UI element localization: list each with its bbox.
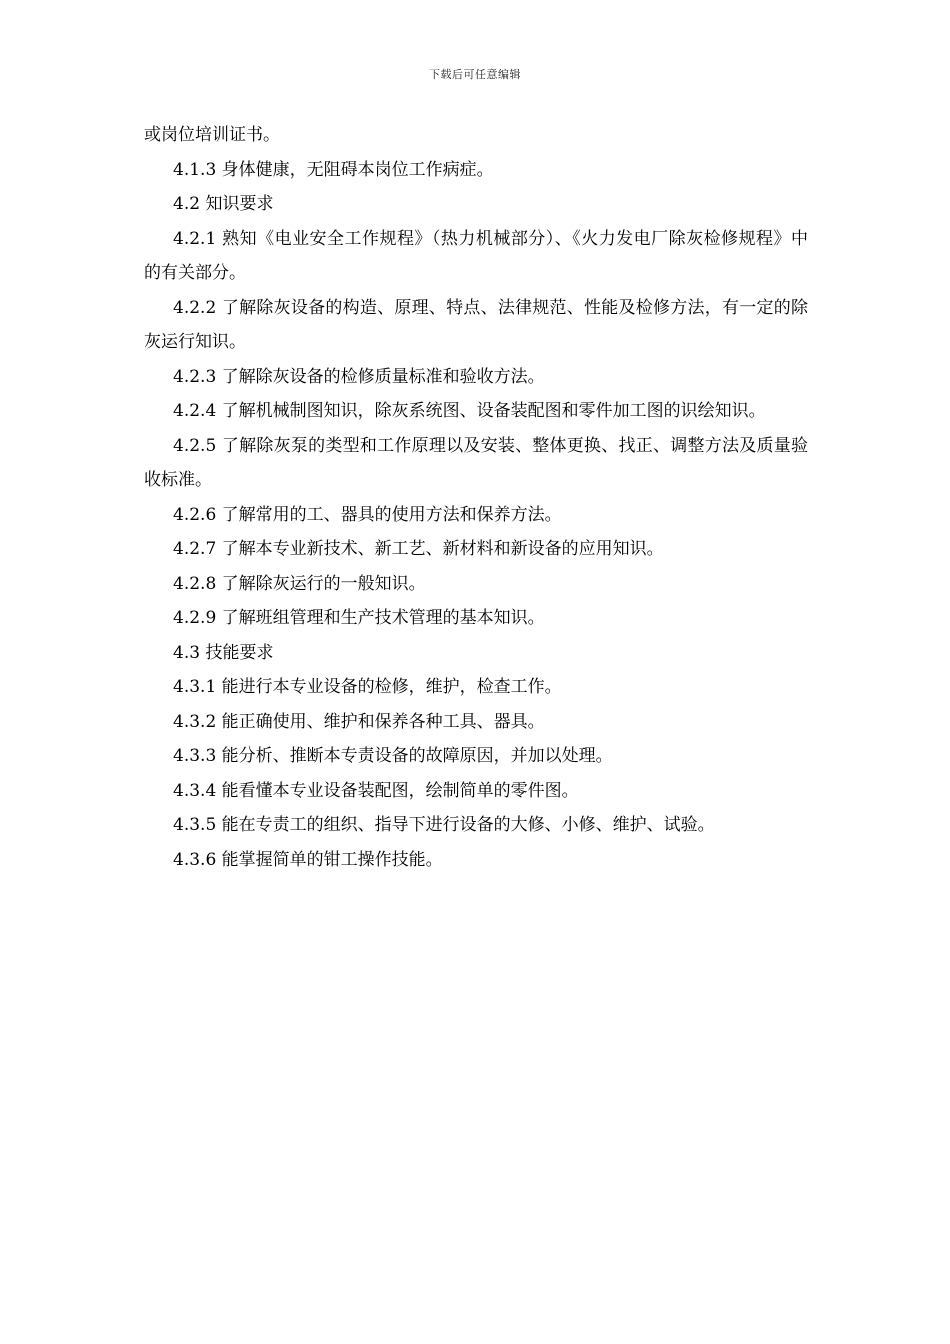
paragraph-4-3-3: 4.3.3 能分析、推断本专责设备的故障原因，并加以处理。 (173, 746, 613, 766)
paragraph-4-1-3: 4.1.3 身体健康，无阻碍本岗位工作病症。 (173, 159, 494, 180)
section-heading-4-3: 4.3 技能要求 (173, 642, 274, 663)
paragraph-4-2-5: 4.2.5 了解除灰泵的类型和工作原理以及安装、整体更换、找正、调整方法及质量验收标准。 (144, 435, 808, 490)
paragraph-4-2-2: 4.2.2 了解除灰设备的构造、原理、特点、法律规范、性能及检修方法，有一定的除灰运行知识。 (144, 297, 808, 352)
page-header: 下载后可任意编辑 (429, 68, 521, 81)
paragraph-4-2-8: 4.2.8 了解除灰运行的一般知识。 (173, 573, 426, 594)
paragraph-4-3-4: 4.3.4 能看懂本专业设备装配图，绘制简单的零件图。 (173, 780, 579, 801)
paragraph-4-2-4: 4.2.4 了解机械制图知识，除灰系统图、设备装配图和零件加工图的识绘知识。 (173, 401, 766, 421)
paragraph-4-3-5: 4.3.5 能在专责工的组织、指导下进行设备的大修、小修、维护、试验。 (173, 815, 715, 835)
paragraph-4-2-1: 4.2.1 熟知《电业安全工作规程》（热力机械部分）、《火力发电厂除灰检修规程》中的有关部分。 (144, 228, 808, 283)
section-heading-4-2: 4.2 知识要求 (173, 194, 274, 214)
paragraph-4-3-2: 4.3.2 能正确使用、维护和保养各种工具、器具。 (173, 711, 545, 732)
paragraph-4-3-6: 4.3.6 能掌握简单的钳工操作技能。 (173, 849, 443, 870)
paragraph-continuation: 或岗位培训证书。 (144, 125, 280, 145)
paragraph-4-2-7: 4.2.7 了解本专业新技术、新工艺、新材料和新设备的应用知识。 (173, 539, 664, 559)
paragraph-4-2-3: 4.2.3 了解除灰设备的检修质量标准和验收方法。 (173, 366, 545, 387)
paragraph-4-2-6: 4.2.6 了解常用的工、器具的使用方法和保养方法。 (173, 504, 562, 525)
document-body (144, 118, 808, 877)
paragraph-4-3-1: 4.3.1 能进行本专业设备的检修，维护，检查工作。 (173, 677, 562, 697)
paragraph-4-2-9: 4.2.9 了解班组管理和生产技术管理的基本知识。 (173, 608, 545, 628)
